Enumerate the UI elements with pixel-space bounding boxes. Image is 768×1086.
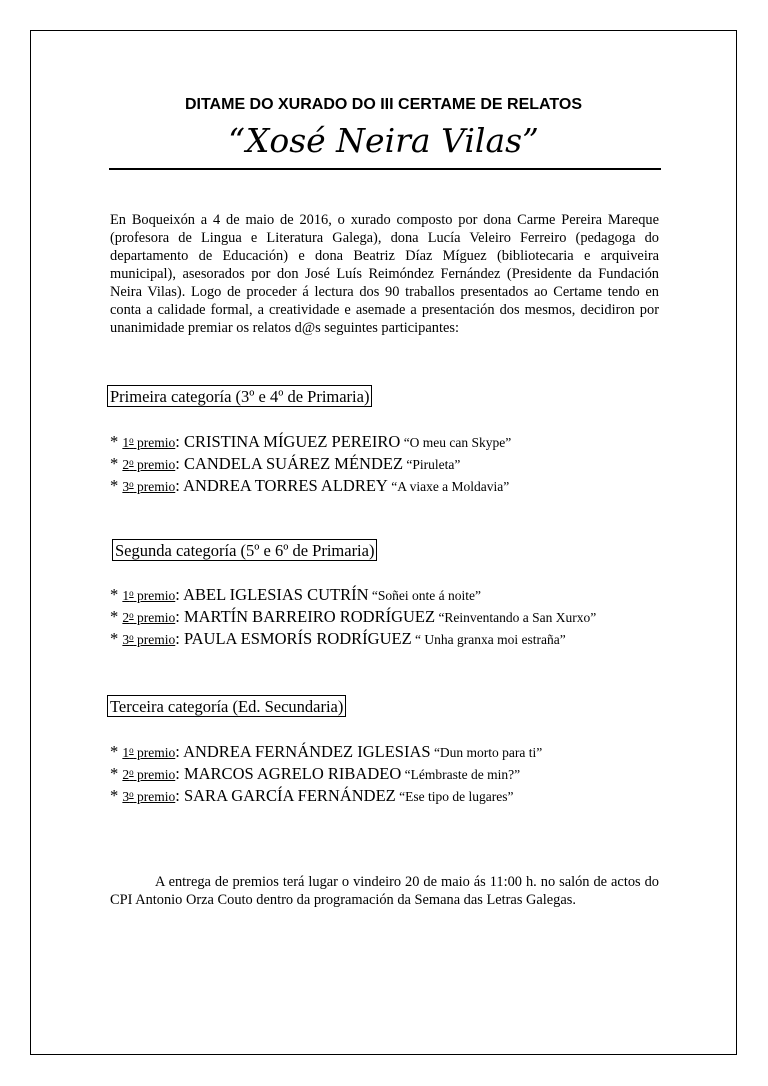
colon: :	[175, 786, 184, 805]
prize-row	[110, 429, 511, 451]
rank-label: premio	[133, 479, 176, 494]
work-title: “ Unha granxa moi estraña”	[411, 632, 566, 647]
rank-number: 2	[122, 610, 130, 625]
prize-rank	[122, 479, 175, 494]
prize-rank	[122, 632, 175, 647]
rank-ordinal: o	[129, 767, 134, 777]
rank-number: 1	[122, 588, 130, 603]
winner-name: CANDELA SUÁREZ MÉNDEZ	[183, 454, 404, 473]
prize-row	[110, 451, 511, 473]
rank-number: 3	[122, 479, 130, 494]
bullet: *	[110, 476, 123, 495]
prize-rank	[122, 745, 175, 760]
winner-name: CRISTINA MÍGUEZ PEREIRO	[183, 432, 401, 451]
work-title: “O meu can Skype”	[400, 435, 512, 450]
prize-row	[110, 582, 596, 604]
bullet: *	[110, 786, 123, 805]
prize-row	[110, 626, 596, 648]
work-title: “Soñei onte á noite”	[368, 588, 481, 603]
rank-label: premio	[133, 745, 176, 760]
winner-name: MARTÍN BARREIRO RODRÍGUEZ	[183, 607, 436, 626]
colon: :	[175, 607, 184, 626]
closing-text: A entrega de premios terá lugar o vindeiro 20 de maio ás 11:00 h. no salón de actos do CPI Antonio Orza Couto dentro da programación da Semana das Letras Galegas.	[110, 874, 659, 908]
colon: :	[175, 476, 184, 495]
closing-paragraph	[110, 873, 659, 909]
bullet: *	[110, 742, 123, 761]
rank-ordinal: o	[129, 789, 134, 799]
rank-ordinal: o	[129, 479, 134, 489]
bullet: *	[110, 629, 123, 648]
rank-ordinal: o	[129, 632, 134, 642]
colon: :	[175, 432, 184, 451]
bullet: *	[110, 454, 123, 473]
prize-rank	[122, 435, 175, 450]
category-heading-terceira: Terceira categoría (Ed. Secundaria)	[107, 695, 346, 717]
rank-label: premio	[133, 588, 176, 603]
winner-name: MARCOS AGRELO RIBADEO	[183, 764, 402, 783]
category-heading-primeira: Primeira categoría (3º e 4º de Primaria)	[107, 385, 372, 407]
winner-name: ANDREA TORRES ALDREY	[183, 476, 388, 495]
prize-list-terceira	[110, 739, 542, 805]
winner-name: PAULA ESMORÍS RODRÍGUEZ	[183, 629, 412, 648]
prize-row	[110, 473, 511, 495]
work-title: “Lémbraste de min?”	[401, 767, 521, 782]
rank-label: premio	[133, 767, 176, 782]
rank-ordinal: o	[129, 457, 134, 467]
work-title: “Reinventando a San Xurxo”	[435, 610, 597, 625]
document-title: DITAME DO XURADO DO III CERTAME DE RELATOS	[184, 96, 583, 113]
prize-rank	[122, 610, 175, 625]
rank-ordinal: o	[129, 588, 134, 598]
category-heading-segunda: Segunda categoría (5º e 6º de Primaria)	[112, 539, 377, 561]
winner-name: ANDREA FERNÁNDEZ IGLESIAS	[183, 742, 431, 761]
rank-label: premio	[133, 789, 176, 804]
bullet: *	[110, 585, 123, 604]
colon: :	[175, 742, 184, 761]
rank-label: premio	[133, 457, 176, 472]
winner-name: SARA GARCÍA FERNÁNDEZ	[183, 786, 396, 805]
rank-number: 2	[122, 457, 130, 472]
title-divider	[109, 168, 661, 170]
prize-row	[110, 604, 596, 626]
colon: :	[175, 454, 184, 473]
prize-rank	[122, 588, 175, 603]
rank-number: 3	[122, 632, 130, 647]
rank-number: 1	[122, 745, 130, 760]
prize-list-segunda	[110, 582, 596, 648]
intro-paragraph: En Boqueixón a 4 de maio de 2016, o xurado composto por dona Carme Pereira Mareque (profesora de Lingua e Literatura Galega), dona Lucía Veleiro Ferreiro (pedagoga do departamento de Educación) e dona Beatriz Díaz Míguez (bibliotecaria e arquiveira municipal), asesorados por don José Luís Reimóndez Fernández (Presidente da Fundación Neira Vilas). Logo de proceder á lectura dos 90 traballos presentados ao Certame tendo en conta a calidade formal, a creatividade e asemade a presentación dos mesmos, decidiron por unanimidade premiar os relatos d@s seguintes participantes:	[110, 212, 659, 336]
prize-row	[110, 761, 542, 783]
colon: :	[175, 764, 184, 783]
bullet: *	[110, 764, 123, 783]
work-title: “Ese tipo de lugares”	[395, 789, 514, 804]
work-title: “Dun morto para ti”	[430, 745, 543, 760]
rank-ordinal: o	[129, 435, 134, 445]
prize-row	[110, 739, 542, 761]
bullet: *	[110, 432, 123, 451]
colon: :	[175, 629, 184, 648]
rank-label: premio	[133, 632, 176, 647]
rank-number: 3	[122, 789, 130, 804]
prize-rank	[122, 767, 175, 782]
work-title: “Piruleta”	[403, 457, 461, 472]
rank-number: 2	[122, 767, 130, 782]
prize-rank	[122, 789, 175, 804]
rank-label: premio	[133, 610, 176, 625]
rank-label: premio	[133, 435, 176, 450]
document-subtitle: “Xosé Neira Vilas”	[228, 121, 539, 160]
work-title: “A viaxe a Moldavia”	[387, 479, 510, 494]
rank-number: 1	[122, 435, 130, 450]
bullet: *	[110, 607, 123, 626]
prize-row	[110, 783, 542, 805]
prize-rank	[122, 457, 175, 472]
winner-name: ABEL IGLESIAS CUTRÍN	[183, 585, 369, 604]
colon: :	[175, 585, 184, 604]
prize-list-primeira	[110, 429, 511, 495]
rank-ordinal: o	[129, 745, 134, 755]
rank-ordinal: o	[129, 610, 134, 620]
